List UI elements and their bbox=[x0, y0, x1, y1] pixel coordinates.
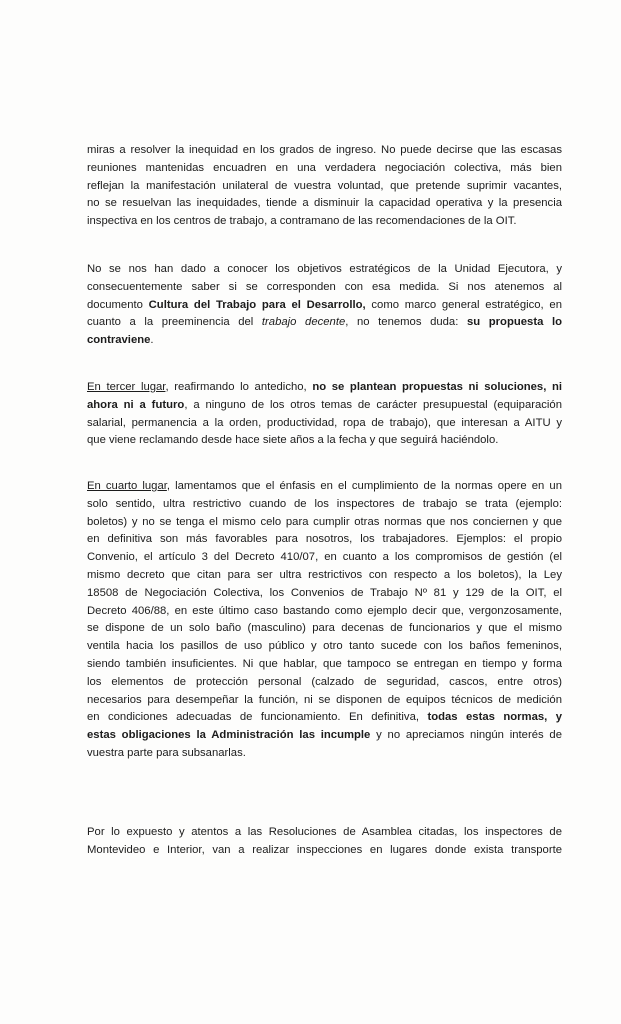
paragraph-3 bbox=[87, 379, 562, 450]
text-line: siendo también insuficientes. Ni que hablar, que tampoco se entregan en tiempo y forma bbox=[87, 657, 562, 670]
text-line: boletos) y no se tenga el mismo celo para cumplir otras normas que nos conciernen y que bbox=[87, 515, 562, 528]
text-line: miras a resolver la inequidad en los grados de ingreso. No puede decirse que las escasas bbox=[87, 144, 562, 156]
text-line: Montevideo e Interior, van a realizar inspecciones en lugares donde exista transporte bbox=[87, 843, 562, 856]
paragraph-1 bbox=[87, 142, 562, 231]
text-line: ventila hacia los pasillos de uso público y otro tanto sucede con los baños femeninos, bbox=[87, 640, 562, 653]
text-line: 18508 de Negociación Colectiva, los Convenios de Trabajo Nº 81 y 129 de la OIT, el bbox=[87, 586, 562, 599]
section-heading-underlined: En cuarto lugar bbox=[87, 480, 167, 492]
text-line: salarial, permanencia a la orden, productividad, ropa de trabajo), que interesan a AITU y bbox=[87, 416, 562, 429]
text-line: que viene reclamando desde hace siete años a la fecha y que seguirá haciéndolo. bbox=[87, 434, 499, 447]
text-line: No se nos han dado a conocer los objetivos estratégicos de la Unidad Ejecutora, y bbox=[87, 263, 562, 275]
text-line: contraviene. bbox=[87, 334, 154, 347]
document-title-emphasis: Cultura del Trabajo para el Desarrollo, bbox=[148, 298, 366, 311]
text-line: vuestra parte para subsanarlas. bbox=[87, 746, 246, 759]
bold-statement: estas obligaciones la Administración las incumple bbox=[87, 729, 371, 742]
text-line: reuniones mantenidas encuadren en una verdadera negociación colectiva, más bien bbox=[87, 161, 562, 174]
text-line: Decreto 406/88, en este último caso bastando como ejemplo decir que, vergonzosamente, bbox=[87, 604, 562, 617]
italic-term: trabajo decente bbox=[261, 316, 346, 329]
text-line: Convenio, el artículo 3 del Decreto 410/07, en cuanto a los compromisos de gestión (el bbox=[87, 551, 562, 564]
text-line: cuanto a la preeminencia del trabajo decente, no tenemos duda: su propuesta lo bbox=[87, 316, 562, 329]
text-line: en definitiva son más favorables para nosotros, los trabajadores. Ejemplos: el propio bbox=[87, 533, 562, 546]
text-line: en condiciones adecuadas de funcionamiento. En definitiva, todas estas normas, y bbox=[87, 711, 562, 724]
paragraph-4 bbox=[87, 478, 562, 763]
text-line: Por lo expuesto y atentos a las Resoluciones de Asamblea citadas, los inspectores de bbox=[87, 826, 562, 838]
section-heading-underlined: En tercer lugar bbox=[87, 381, 166, 393]
text-line: los elementos de protección personal (calzado de seguridad, cascos, entre otros) bbox=[87, 675, 562, 688]
bold-statement: todas estas normas, y bbox=[427, 711, 562, 724]
text-line: se dispone de un solo baño (masculino) para decenas de funcionarios y que el mismo bbox=[87, 622, 562, 635]
text-line: inspectiva en los centros de trabajo, a contramano de las recomendaciones de la OIT. bbox=[87, 215, 517, 228]
text-line: estas obligaciones la Administración las incumple y no apreciamos ningún interés de bbox=[87, 729, 562, 742]
text-line: ahora ni a futuro, a ninguno de los otros temas de carácter presupuestal (equiparación bbox=[87, 398, 562, 411]
bold-conclusion: su propuesta lo bbox=[466, 316, 562, 329]
text-line: En cuarto lugar, lamentamos que el énfasis en el cumplimiento de la normas opere en un bbox=[87, 480, 562, 492]
paragraph-2 bbox=[87, 261, 562, 350]
bold-statement: no se plantean propuestas ni soluciones, ni bbox=[312, 381, 562, 393]
paragraph-5 bbox=[87, 824, 562, 860]
text-line: solo sentido, ultra restrictivo cuando de los inspectores de trabajo se trata (ejemplo: bbox=[87, 497, 562, 510]
text-line: no se resuelvan las inequidades, tiende a disminuir la capacidad operativa y la presencia bbox=[87, 197, 562, 210]
text-line: En tercer lugar, reafirmando lo antedicho, no se plantean propuestas ni soluciones, ni bbox=[87, 381, 562, 393]
text-line: consecuentemente saber si se corresponden con esa medida. Si nos atenemos al bbox=[87, 280, 562, 293]
text-line: mismo decreto que citan para ser ultra restrictivos con respecto a los boletos), la Ley bbox=[87, 568, 562, 581]
bold-statement: ahora ni a futuro bbox=[87, 398, 185, 411]
text-line: reflejan la manifestación unilateral de vuestra voluntad, que pretende suprimir vacantes, bbox=[87, 179, 562, 192]
text-line: necesarios para desempeñar la función, ni se disponen de equipos técnicos de medición bbox=[87, 693, 562, 706]
bold-conclusion: contraviene bbox=[87, 334, 151, 347]
text-line: documento Cultura del Trabajo para el Desarrollo, como marco general estratégico, en bbox=[87, 298, 562, 311]
